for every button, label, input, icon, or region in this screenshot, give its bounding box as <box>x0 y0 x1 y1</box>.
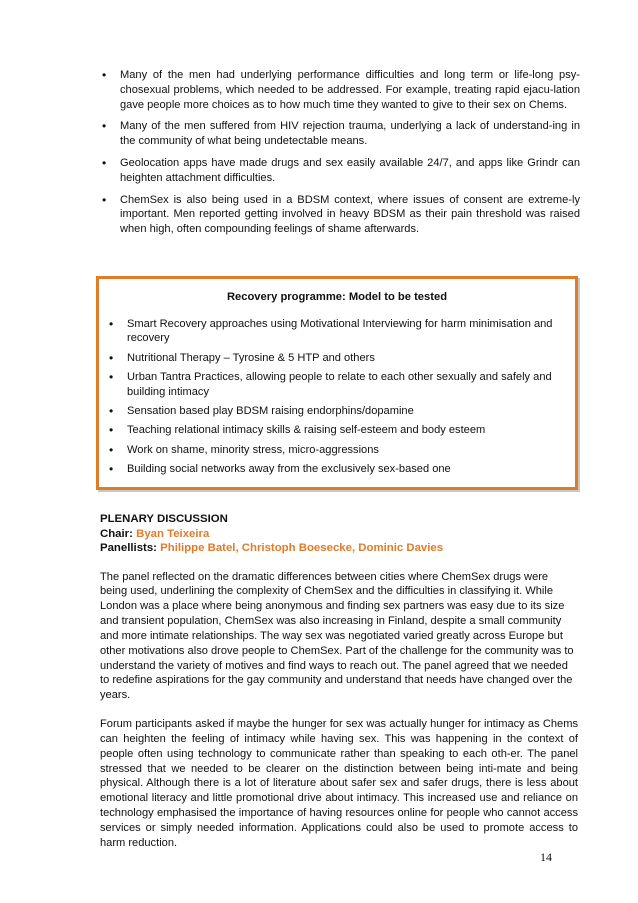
panellists-names: Philippe Batel, Christoph Boesecke, Dominic Davies <box>160 542 444 554</box>
list-item: • Teaching relational intimacy skills & raising self-esteem and body esteem <box>107 423 567 437</box>
list-item: • Nutritional Therapy – Tyrosine & 5 HTP and others <box>107 351 567 365</box>
plenary-paragraph-2: Forum participants asked if maybe the hunger for sex was actually hunger for intimacy as Chems can heighten the feeling of intimacy while having sex. This was happening in the context of people often using technology to communicate rather than speaking to each oth-er. The panel stressed that we needed to be clearer on the distinction between being inti-mate and being physical. Although there is a lot of literature about safer sex and safer drugs, there is less about emotional literacy and little promotional drive about intimacy. This increased use and reliance on technology emphasised the importance of having resources online for people who cannot access services or simply needed information. Applications could also be used to promote access to harm reduction. <box>100 718 578 849</box>
recovery-programme-box <box>96 276 578 490</box>
list-item: • Building social networks away from the exclusively sex-based one <box>107 462 567 476</box>
plenary-heading: PLENARY DISCUSSION <box>100 513 228 525</box>
list-item: • Smart Recovery approaches using Motivational Interviewing for harm minimisation and recovery <box>107 317 567 346</box>
page-number: 14 <box>540 850 552 864</box>
chair-line <box>100 527 578 542</box>
chair-label: Chair: <box>100 527 133 540</box>
plenary-section <box>100 512 578 862</box>
list-item: • Many of the men had underlying performance difficulties and long term or life-long psy-chosexual problems, which needed to be addressed. For example, treating rapid ejacu-lation gave people more choices as to how much time they wanted to give to their sex on Chems. <box>100 68 580 112</box>
list-item: • Geolocation apps have made drugs and sex easily available 24/7, and apps like Grindr can heighten attachment difficulties. <box>100 156 580 186</box>
recovery-item-list <box>99 317 575 477</box>
list-item: • Work on shame, minority stress, micro-aggressions <box>107 443 567 457</box>
list-item: • ChemSex is also being used in a BDSM context, where issues of consent are extreme-ly important. Men reported getting involved in heavy BDSM as their pain threshold was raised when high, often compounding feelings of shame afterwards. <box>100 193 580 237</box>
panellists-line <box>100 541 578 556</box>
list-item: • Many of the men suffered from HIV rejection trauma, underlying a lack of understand-ing in the community of what being undetectable means. <box>100 119 580 149</box>
intro-bullet-list <box>100 68 580 244</box>
chair-name: Byan Teixeira <box>136 527 210 540</box>
list-item: • Urban Tantra Practices, allowing people to relate to each other sexually and safely and building intimacy <box>107 370 567 399</box>
list-item: • Sensation based play BDSM raising endorphins/dopamine <box>107 404 567 418</box>
panellists-label: Panellists: <box>100 542 157 554</box>
plenary-paragraph-1: The panel reflected on the dramatic differences between cities where ChemSex drugs were being used, underlining the complexity of ChemSex and the difficulties in classifying it. While London was a place where being anonymous and finding sex partners was easy due to its size and transient population, ChemSex was also increasing in Finland, despite a small community and more intimate relationships. The way sex was negotiated varied greatly across Europe but other motivations also drove people to ChemSex. Part of the challenge for the community was to understand the variety of motives and find ways to reach out. The panel agreed that we needed to redefine aspirations for the gay community and understand that needs have changed over the years. <box>100 570 574 702</box>
recovery-box-title: Recovery programme: Model to be tested <box>226 291 448 303</box>
